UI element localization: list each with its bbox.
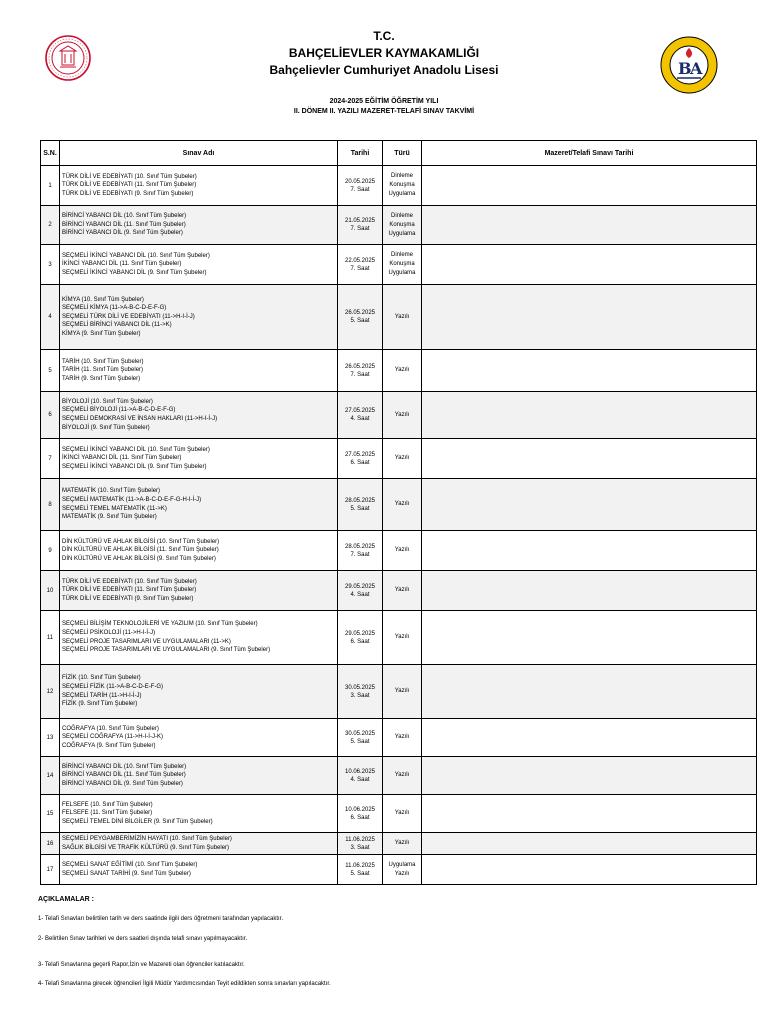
table-row xyxy=(41,285,757,350)
exam-name-line: TARİH (10. Sınıf Tüm Şubeler) xyxy=(62,358,144,365)
header-type: Türü xyxy=(383,141,422,166)
row-number: 17 xyxy=(41,855,60,885)
exam-name-line: SEÇMELİ DEMOKRASİ VE İNSAN HAKLARI (11->H-I-İ-J) xyxy=(62,416,218,422)
exam-date-cell xyxy=(338,757,383,795)
exam-type-cell xyxy=(383,757,422,795)
exam-type-cell xyxy=(383,350,422,392)
exam-name-line: İKİNCİ YABANCI DİL (11. Sınıf Tüm Şubeler) xyxy=(62,455,182,462)
exam-type: Yazılı xyxy=(394,587,410,593)
makeup-date-cell xyxy=(422,665,757,719)
makeup-date-cell xyxy=(422,392,757,439)
exam-date: 29.05.2025 xyxy=(344,630,376,637)
exam-name-line: SEÇMELİ SANAT TARİHİ (9. Sınıf Tüm Şubeler) xyxy=(62,870,191,877)
exam-name-line: SEÇMELİ İKİNCİ YABANCI DİL (10. Sınıf Tüm Şubeler) xyxy=(62,446,210,453)
exam-name-cell xyxy=(60,795,338,833)
makeup-date-cell xyxy=(422,285,757,350)
exam-name-cell xyxy=(60,166,338,206)
exam-type: Yazılı xyxy=(394,634,410,640)
exam-name-cell xyxy=(60,611,338,665)
exam-name-cell xyxy=(60,757,338,795)
exam-type-cell xyxy=(383,531,422,571)
exam-date-cell xyxy=(338,611,383,665)
table-row xyxy=(41,571,757,611)
exam-date-cell xyxy=(338,531,383,571)
exam-name-line: SEÇMELİ PSİKOLOJİ (11->H-I-İ-J) xyxy=(62,629,156,636)
exam-type-cell xyxy=(383,479,422,531)
exam-name-line: SEÇMELİ BİRİNCİ YABANCI DİL (11->K) xyxy=(62,322,172,329)
row-number: 6 xyxy=(41,392,60,439)
makeup-date-cell xyxy=(422,206,757,245)
table-row xyxy=(41,531,757,571)
row-number: 11 xyxy=(41,611,60,665)
exam-type: Dinleme xyxy=(390,212,413,219)
makeup-date-cell xyxy=(422,166,757,206)
exam-name-line: TÜRK DİLİ VE EDEBİYATI (10. Sınıf Tüm Şubeler) xyxy=(62,578,197,585)
exam-name-line: SEÇMELİ TÜRK DİLİ VE EDEBİYATI (11->H-I-İ-J) xyxy=(62,313,195,320)
header-district: BAHÇELİEVLER KAYMAKAMLIĞI xyxy=(288,46,480,60)
exam-date-cell xyxy=(338,206,383,245)
exam-name-cell xyxy=(60,479,338,531)
exam-type: Yazılı xyxy=(394,547,410,553)
exam-type: Yazılı xyxy=(394,870,410,877)
exam-name-line: SEÇMELİ PROJE TASARIMLARI VE UYGULAMALARI (11->K) xyxy=(62,638,231,645)
makeup-date-cell xyxy=(422,531,757,571)
exam-period: 5. Saat xyxy=(350,738,370,745)
exam-type: Yazılı xyxy=(394,455,410,461)
exam-date: 28.05.2025 xyxy=(344,497,376,504)
exam-date-cell xyxy=(338,392,383,439)
exam-name-cell xyxy=(60,855,338,885)
table-row xyxy=(41,833,757,855)
exam-name-line: DİN KÜLTÜRÜ VE AHLAK BİLGİSİ (11. Sınıf Tüm Şubeler) xyxy=(62,547,219,554)
exam-type: Uygulama xyxy=(388,230,416,237)
exam-date-cell xyxy=(338,571,383,611)
table-row xyxy=(41,795,757,833)
row-number: 10 xyxy=(41,571,60,611)
exam-name-line: TÜRK DİLİ VE EDEBİYATI (9. Sınıf Tüm Şubeler) xyxy=(62,190,194,197)
exam-name-cell xyxy=(60,392,338,439)
exam-period: 7. Saat xyxy=(350,186,370,193)
exam-name-line: SEÇMELİ BİYOLOJİ (11->A-B-C-D-E-F-G) xyxy=(62,407,176,414)
exam-period: 6. Saat xyxy=(350,814,370,821)
exam-name-line: FİZİK (10. Sınıf Tüm Şubeler) xyxy=(62,675,141,682)
row-number: 5 xyxy=(41,350,60,392)
exam-date: 10.06.2025 xyxy=(344,806,376,813)
exam-name-line: TARİH (9. Sınıf Tüm Şubeler) xyxy=(62,375,141,382)
exam-name-line: FELSEFE (10. Sınıf Tüm Şubeler) xyxy=(62,801,153,808)
makeup-date-cell xyxy=(422,479,757,531)
makeup-date-cell xyxy=(422,611,757,665)
exam-type: Uygulama xyxy=(388,270,416,276)
exam-name-line: BİRİNCİ YABANCI DİL (10. Sınıf Tüm Şubeler) xyxy=(62,213,187,220)
makeup-date-cell xyxy=(422,855,757,885)
exam-name-cell xyxy=(60,439,338,479)
note-item: 3- Telafi Sınavlarına geçerli Rapor,İzin ve Mazereti olan öğrenciler katılacaktır. xyxy=(38,962,245,968)
exam-date-cell xyxy=(338,245,383,285)
exam-date: 21.05.2025 xyxy=(344,218,376,224)
table-row xyxy=(41,855,757,885)
exam-type-cell xyxy=(383,392,422,439)
row-number: 8 xyxy=(41,479,60,531)
row-number: 9 xyxy=(41,531,60,571)
row-number: 12 xyxy=(41,665,60,719)
exam-period: 7. Saat xyxy=(350,551,370,558)
exam-name-cell xyxy=(60,285,338,350)
exam-date: 27.05.2025 xyxy=(344,451,376,458)
exam-name-line: MATEMATİK (10. Sınıf Tüm Şubeler) xyxy=(62,488,161,495)
exam-type: Yazılı xyxy=(394,810,410,816)
table-row xyxy=(41,166,757,206)
exam-period: 7. Saat xyxy=(350,371,370,378)
header-tc: T.C. xyxy=(373,29,395,43)
exam-type-cell xyxy=(383,795,422,833)
exam-date-cell xyxy=(338,665,383,719)
exam-date: 30.05.2025 xyxy=(344,684,376,691)
row-number: 4 xyxy=(41,285,60,350)
exam-type-cell xyxy=(383,166,422,206)
exam-name-line: SEÇMELİ PROJE TASARIMLARI VE UYGULAMALARI (9. Sınıf Tüm Şubeler) xyxy=(62,647,271,654)
exam-name-line: SEÇMELİ SANAT EĞİTİMİ (10. Sınıf Tüm Şubeler) xyxy=(62,861,198,868)
exam-name-line: BİRİNCİ YABANCI DİL (11. Sınıf Tüm Şubeler) xyxy=(62,772,186,779)
exam-date-cell xyxy=(338,285,383,350)
exam-name-line: BİYOLOJİ (9. Sınıf Tüm Şubeler) xyxy=(62,424,150,431)
exam-name-line: BİYOLOJİ (10. Sınıf Tüm Şubeler) xyxy=(62,398,153,405)
exam-date-cell xyxy=(338,855,383,885)
exam-period: 6. Saat xyxy=(350,638,370,645)
exam-name-line: SEÇMELİ İKİNCİ YABANCI DİL (9. Sınıf Tüm Şubeler) xyxy=(62,463,207,470)
exam-name-line: SEÇMELİ İKİNCİ YABANCI DİL (9. Sınıf Tüm Şubeler) xyxy=(62,269,207,276)
exam-type: Yazılı xyxy=(394,840,410,846)
row-number: 13 xyxy=(41,719,60,757)
makeup-date-cell xyxy=(422,795,757,833)
exam-period: 5. Saat xyxy=(350,870,370,877)
exam-date: 29.05.2025 xyxy=(344,583,376,590)
exam-type: Uygulama xyxy=(388,861,416,868)
exam-name-line: TÜRK DİLİ VE EDEBİYATI (10. Sınıf Tüm Şubeler) xyxy=(62,173,197,180)
exam-date-cell xyxy=(338,795,383,833)
exam-date: 11.06.2025 xyxy=(345,862,375,869)
academic-year: 2024-2025 EĞİTİM ÖĞRETİM YILI xyxy=(329,98,439,105)
table-row xyxy=(41,757,757,795)
row-number: 7 xyxy=(41,439,60,479)
exam-date: 27.05.2025 xyxy=(344,408,376,414)
exam-name-cell xyxy=(60,350,338,392)
table-row xyxy=(41,245,757,285)
exam-name-cell xyxy=(60,571,338,611)
svg-text:B: B xyxy=(678,59,692,78)
exam-name-line: FELSEFE (11. Sınıf Tüm Şubeler) xyxy=(62,810,153,817)
exam-name-line: BİRİNCİ YABANCI DİL (9. Sınıf Tüm Şubeler) xyxy=(62,780,183,787)
exam-period: 7. Saat xyxy=(350,226,370,232)
exam-name-line: SEÇMELİ COĞRAFYA (11->H-I-İ-J-K) xyxy=(62,734,163,741)
exam-type-cell xyxy=(383,665,422,719)
exam-period: 6. Saat xyxy=(350,459,370,466)
exam-schedule-table xyxy=(40,140,757,885)
exam-type: Yazılı xyxy=(394,313,410,320)
header-sn: S.N. xyxy=(41,141,60,166)
exam-period: 3. Saat xyxy=(350,692,370,699)
exam-type-cell xyxy=(383,833,422,855)
exam-type-cell xyxy=(383,571,422,611)
exam-date: 28.05.2025 xyxy=(344,543,376,550)
schedule-title: II. DÖNEM II. YAZILI MAZERET-TELAFİ SINAV TAKVİMİ xyxy=(293,108,475,115)
note-item: 4- Telafi Sınavlarına girecek öğrencileri İlgili Müdür Yardımcısından Teyit edildikten sonra sınavları yapılacaktır. xyxy=(38,981,331,987)
makeup-date-cell xyxy=(422,350,757,392)
makeup-date-cell xyxy=(422,245,757,285)
exam-name-line: BİRİNCİ YABANCI DİL (10. Sınıf Tüm Şubeler) xyxy=(62,763,187,770)
exam-name-line: BİRİNCİ YABANCI DİL (9. Sınıf Tüm Şubeler) xyxy=(62,230,183,237)
exam-name-line: COĞRAFYA (10. Sınıf Tüm Şubeler) xyxy=(62,725,159,732)
exam-type: Dinleme xyxy=(390,252,413,258)
exam-type: Konuşma xyxy=(389,221,415,228)
table-header-row xyxy=(41,141,757,166)
exam-name-line: FİZİK (9. Sınıf Tüm Şubeler) xyxy=(62,701,138,708)
exam-name-line: SEÇMELİ KİMYA (11->A-B-C-D-E-F-G) xyxy=(62,305,167,312)
exam-type-cell xyxy=(383,855,422,885)
exam-name-line: İKİNCİ YABANCI DİL (11. Sınıf Tüm Şubeler) xyxy=(62,261,182,268)
exam-name-line: KİMYA (9. Sınıf Tüm Şubeler) xyxy=(62,330,141,337)
table-row xyxy=(41,392,757,439)
exam-name-cell xyxy=(60,531,338,571)
exam-type: Yazılı xyxy=(394,367,410,373)
exam-type: Dinleme xyxy=(390,173,413,179)
exam-name-line: TARİH (11. Sınıf Tüm Şubeler) xyxy=(62,367,144,374)
header-school-name: Bahçelievler Cumhuriyet Anadolu Lisesi xyxy=(269,63,499,77)
exam-name-line: SEÇMELİ TARİH (11->H-I-İ-J) xyxy=(62,692,142,699)
row-number: 16 xyxy=(41,833,60,855)
exam-name-line: SEÇMELİ MATEMATİK (11->A-B-C-D-E-F-G-H-I-İ-J) xyxy=(62,496,202,503)
exam-name-line: SEÇMELİ PEYGAMBERİMİZİN HAYATI (10. Sınıf Tüm Şubeler) xyxy=(62,835,232,842)
row-number: 3 xyxy=(41,245,60,285)
row-number: 15 xyxy=(41,795,60,833)
exam-name-line: SEÇMELİ BİLİŞİM TEKNOLOJİLERİ VE YAZILIM (10. Sınıf Tüm Şubeler) xyxy=(62,621,258,628)
exam-name-cell xyxy=(60,665,338,719)
makeup-date-cell xyxy=(422,757,757,795)
makeup-date-cell xyxy=(422,719,757,757)
table-row xyxy=(41,665,757,719)
exam-date: 10.06.2025 xyxy=(344,768,376,775)
exam-name-line: COĞRAFYA (9. Sınıf Tüm Şubeler) xyxy=(62,742,156,749)
table-row xyxy=(41,206,757,245)
exam-date-cell xyxy=(338,833,383,855)
exam-period: 5. Saat xyxy=(350,318,370,324)
exam-name-cell xyxy=(60,206,338,245)
exam-date-cell xyxy=(338,479,383,531)
exam-name-cell xyxy=(60,833,338,855)
exam-type: Yazılı xyxy=(394,411,410,418)
row-number: 2 xyxy=(41,206,60,245)
exam-type: Yazılı xyxy=(394,501,410,507)
exam-date: 30.05.2025 xyxy=(344,730,376,737)
exam-date: 26.05.2025 xyxy=(344,310,376,316)
exam-date-cell xyxy=(338,439,383,479)
exam-name-line: MATEMATİK (9. Sınıf Tüm Şubeler) xyxy=(62,514,157,521)
exam-name-cell xyxy=(60,245,338,285)
exam-type: Konuşma xyxy=(389,182,415,188)
exam-date: 11.06.2025 xyxy=(345,836,375,843)
exam-name-line: SEÇMELİ TEMEL MATEMATİK (11->K) xyxy=(62,505,167,512)
exam-type: Yazılı xyxy=(394,734,410,740)
svg-text:A: A xyxy=(690,59,703,78)
exam-date-cell xyxy=(338,350,383,392)
header-date: Tarihi xyxy=(338,141,383,166)
document-header xyxy=(0,28,768,78)
exam-name-line: SEÇMELİ İKİNCİ YABANCI DİL (10. Sınıf Tüm Şubeler) xyxy=(62,252,210,259)
table-row xyxy=(41,479,757,531)
table-row xyxy=(41,439,757,479)
exam-type-cell xyxy=(383,206,422,245)
notes-title: AÇIKLAMALAR : xyxy=(38,896,94,903)
exam-type-cell xyxy=(383,285,422,350)
exam-name-line: BİRİNCİ YABANCI DİL (11. Sınıf Tüm Şubeler) xyxy=(62,221,186,228)
exam-type-cell xyxy=(383,719,422,757)
schedule-subtitle xyxy=(0,97,768,117)
exam-type: Konuşma xyxy=(389,261,415,267)
exam-date: 22.05.2025 xyxy=(344,257,376,264)
exam-period: 5. Saat xyxy=(350,505,370,512)
exam-type: Yazılı xyxy=(394,772,410,778)
exam-date-cell xyxy=(338,166,383,206)
makeup-date-cell xyxy=(422,439,757,479)
exam-name-line: DİN KÜLTÜRÜ VE AHLAK BİLGİSİ (10. Sınıf Tüm Şubeler) xyxy=(62,538,220,545)
exam-period: 4. Saat xyxy=(350,416,370,422)
exam-name-line: SEÇMELİ TEMEL DİNİ BİLGİLER (9. Sınıf Tüm Şubeler) xyxy=(62,818,213,825)
table-row xyxy=(41,719,757,757)
exam-type: Yazılı xyxy=(394,688,410,694)
row-number: 14 xyxy=(41,757,60,795)
exam-name-line: TÜRK DİLİ VE EDEBİYATI (11. Sınıf Tüm Şubeler) xyxy=(62,587,197,594)
exam-name-line: TÜRK DİLİ VE EDEBİYATI (11. Sınıf Tüm Şubeler) xyxy=(62,182,197,189)
exam-name-line: SAĞLIK BİLGİSİ VE TRAFİK KÜLTÜRÜ (9. Sınıf Tüm Şubeler) xyxy=(62,844,230,851)
exam-name-line: KİMYA (10. Sınıf Tüm Şubeler) xyxy=(62,296,144,303)
exam-name-cell xyxy=(60,719,338,757)
exam-period: 4. Saat xyxy=(350,591,370,598)
exam-date: 26.05.2025 xyxy=(344,363,376,370)
exam-period: 4. Saat xyxy=(350,776,370,783)
exam-type-cell xyxy=(383,439,422,479)
makeup-date-cell xyxy=(422,833,757,855)
exam-period: 3. Saat xyxy=(350,844,370,851)
note-item: 2- Belirtilen Sınav tarihleri ve ders saatleri dışında telafi sınavı yapılmayacaktır. xyxy=(38,936,248,942)
header-exam-name: Sınav Adı xyxy=(60,141,338,166)
note-item: 1- Telafi Sınavları belirtilen tarih ve ders saatinde ilgili ders öğretmeni tarafından yapılacaktır. xyxy=(38,916,284,922)
makeup-date-cell xyxy=(422,571,757,611)
table-body xyxy=(41,166,757,885)
exam-name-line: TÜRK DİLİ VE EDEBİYATI (9. Sınıf Tüm Şubeler) xyxy=(62,595,194,602)
exam-type-cell xyxy=(383,245,422,285)
table-row xyxy=(41,611,757,665)
exam-name-line: DİN KÜLTÜRÜ VE AHLAK BİLGİSİ (9. Sınıf Tüm Şubeler) xyxy=(62,555,216,562)
exam-date-cell xyxy=(338,719,383,757)
table-row xyxy=(41,350,757,392)
row-number: 1 xyxy=(41,166,60,206)
exam-date: 20.05.2025 xyxy=(344,178,376,185)
exam-type-cell xyxy=(383,611,422,665)
exam-period: 7. Saat xyxy=(350,265,370,272)
header-makeup-date: Mazeret/Telafi Sınavı Tarihi xyxy=(422,141,757,166)
exam-type: Uygulama xyxy=(388,191,416,197)
exam-name-line: SEÇMELİ FİZİK (11->A-B-C-D-E-F-G) xyxy=(62,683,164,690)
